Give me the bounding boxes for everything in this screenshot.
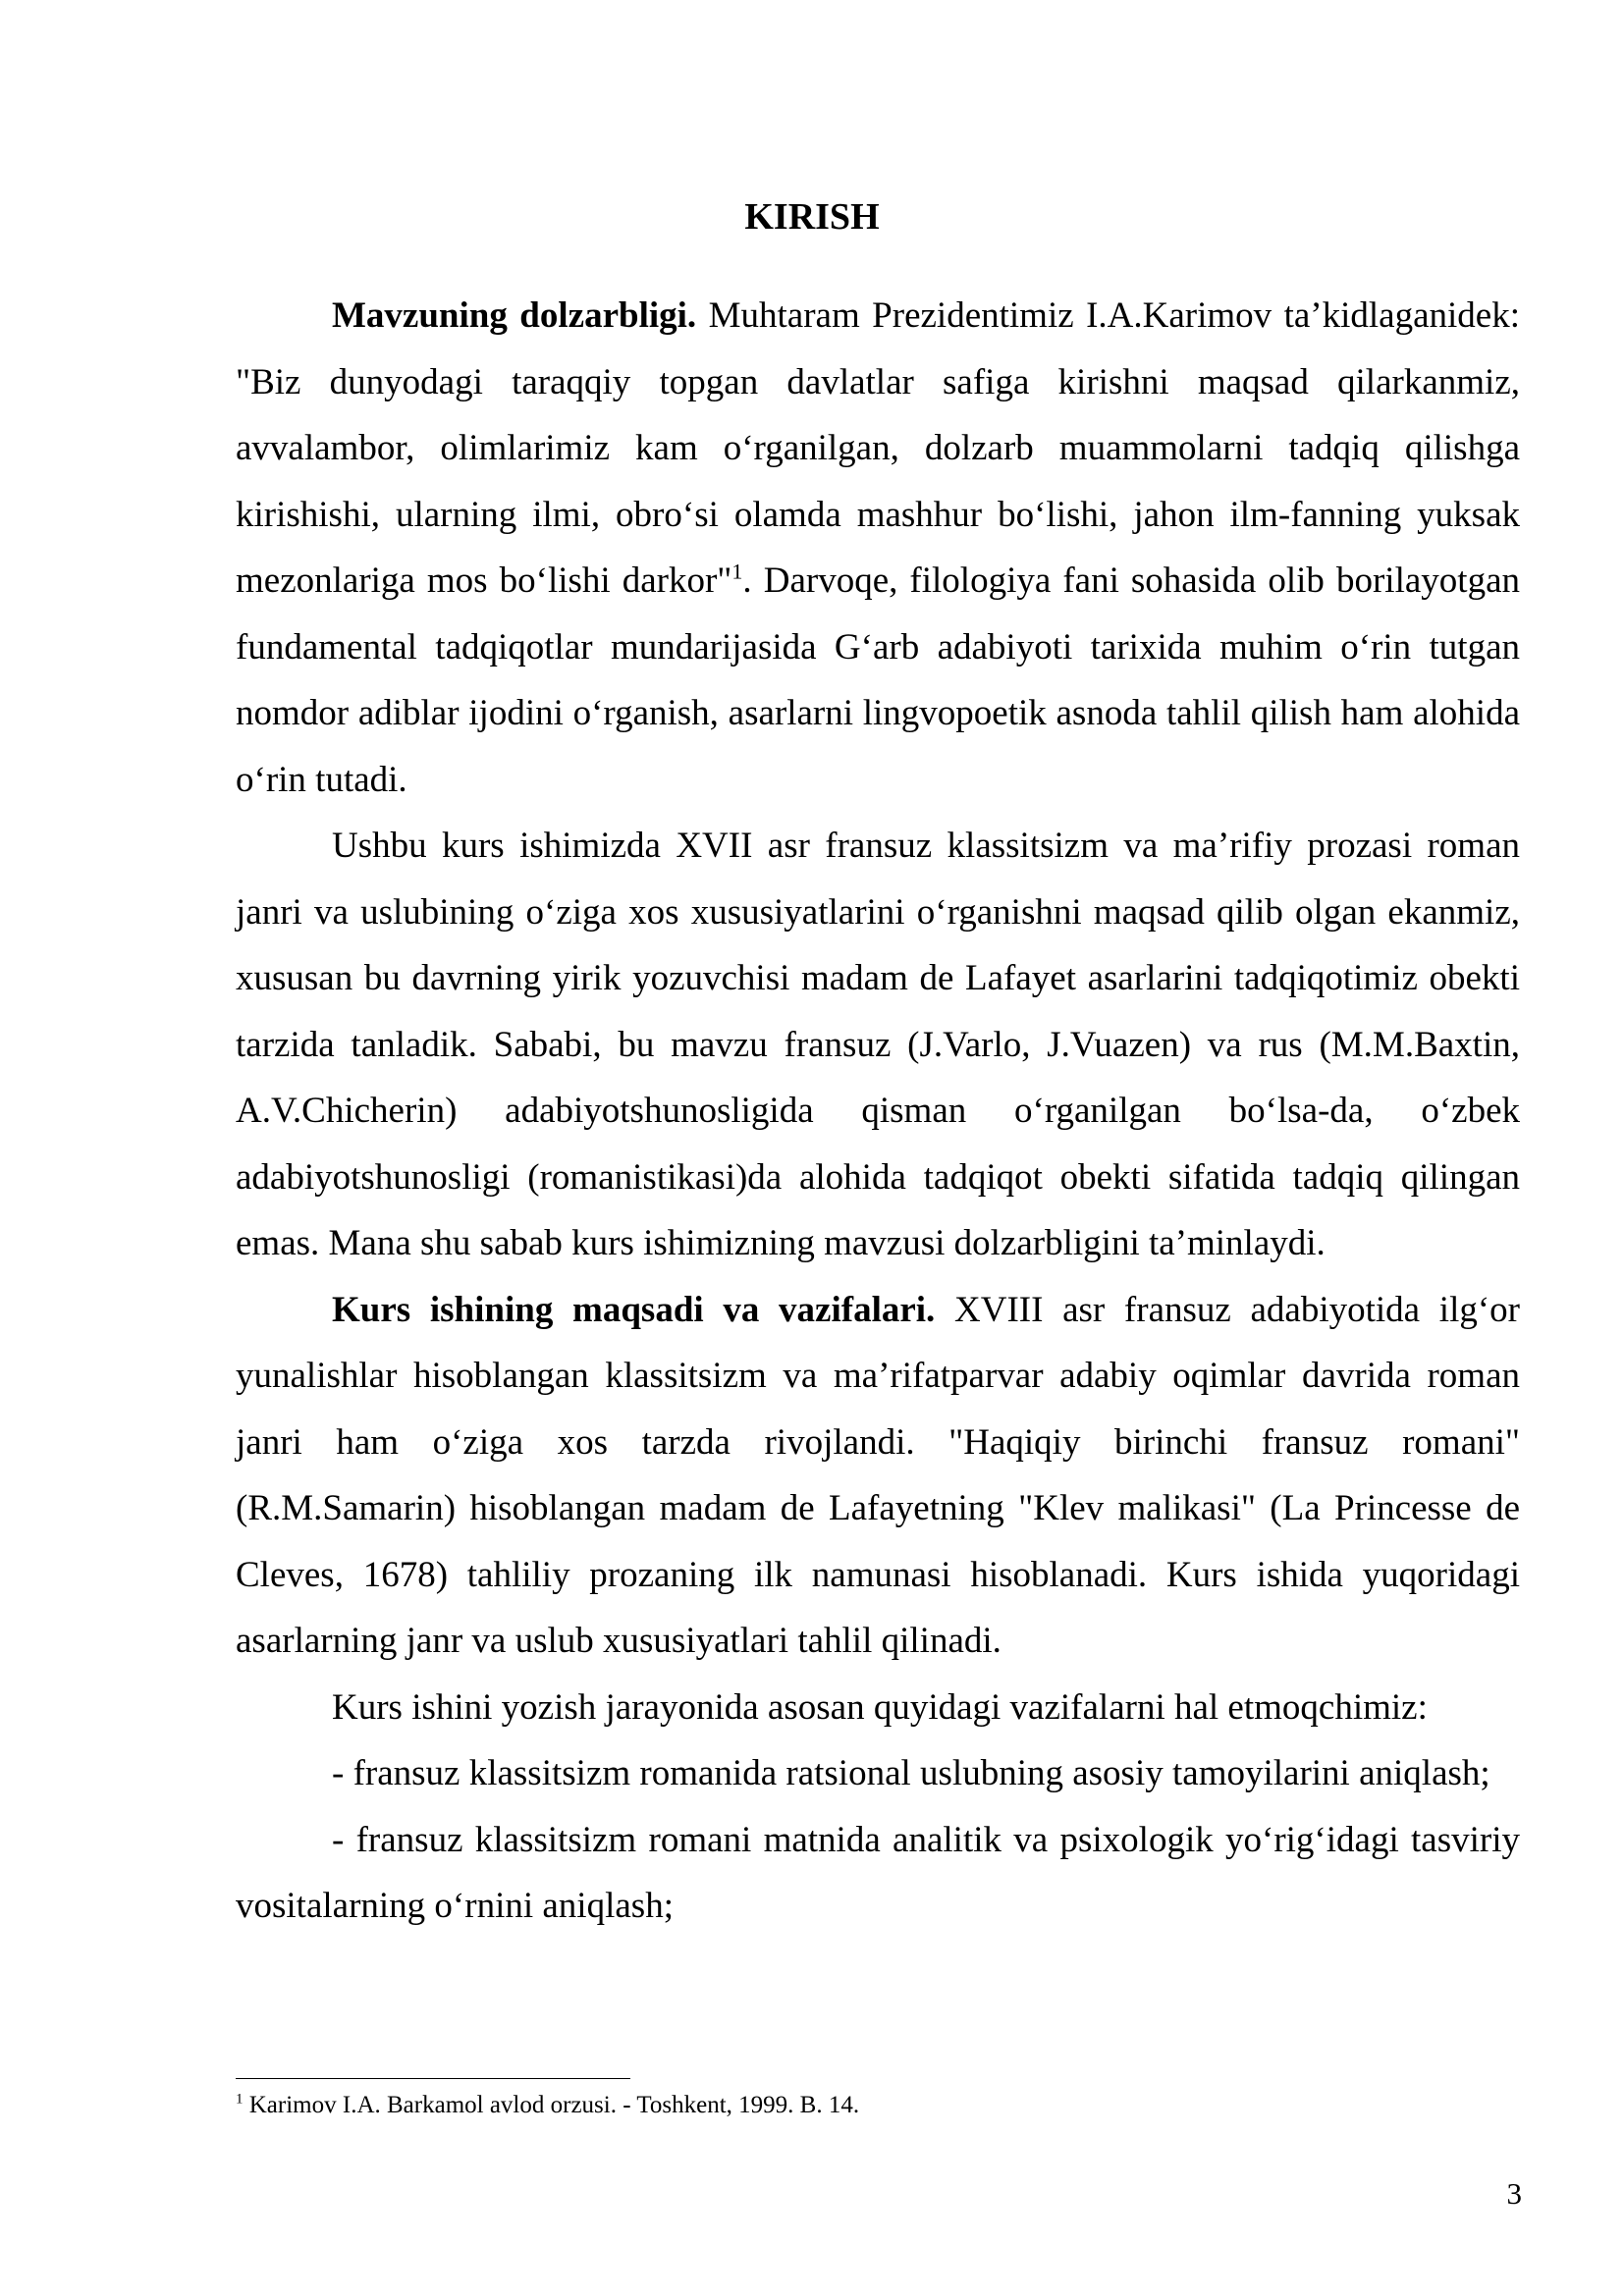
- footnote: [236, 2089, 1512, 2122]
- list-item: - fransuz klassitsizm romanida ratsional uslubning asosiy tamoyilarini aniqlash;: [332, 1753, 1490, 1793]
- body-text: [236, 283, 1520, 1940]
- relevance-heading: Mavzuning dolzarbligi.: [332, 295, 697, 336]
- footnote-text: Karimov I.A. Barkamol avlod orzusi. - Toshkent, 1999. B. 14.: [243, 2092, 860, 2118]
- goals-text: XVIII asr fransuz adabiyotida ilg‘or yunalishlar hisoblangan klassitsizm va ma’rifatparvar adabiy oqimlar davrida roman janri ham o‘ziga xos tarzda rivojlandi. "Haqiqiy birinchi fransuz romani" (R.M.Samarin) hisoblangan madam de Lafayetning "Klev malikasi" (La Princesse de Cleves, 1678) tahliliy prozaning ilk namunasi hisoblanadi. Kurs ishida yuqoridagi asarlarning janr va uslub xususiyatlari tahlil qilinadi.: [236, 1289, 1520, 1661]
- footnote-divider: [236, 2078, 630, 2079]
- paragraph-goals: [236, 1277, 1520, 1675]
- relevance-text: Muhtaram Prezidentimiz I.A.Karimov ta’kidlaganidek: "Biz dunyodagi taraqqiy topgan davlatlar safiga kirishni maqsad qilarkanmiz, avvalambor, olimlarimiz kam o‘rganilgan, dolzarb muammolarni tadqiq qilishga kirishishi, ularning ilmi, obro‘si olamda mashhur bo‘lishi, jahon ilm-fanning yuksak mezonlariga mos bo‘lishi darkor": [236, 295, 1520, 601]
- footnote-reference: 1: [731, 559, 743, 584]
- list-item: - fransuz klassitsizm romani matnida analitik va psixologik yo‘rig‘idagi tasviriy vositalarning o‘rnini aniqlash;: [236, 1819, 1520, 1926]
- paragraph-research-object: Ushbu kurs ishimizda XVII asr fransuz klassitsizm va ma’rifiy prozasi roman janri va uslubining o‘ziga xos xususiyatlarini o‘rganishni maqsad qilib olgan ekanmiz, xususan bu davrning yirik yozuvchisi madam de Lafayet asarlarini tadqiqotimiz obekti tarzida tanladik. Sababi, bu mavzu fransuz (J.Varlo, J.Vuazen) va rus (M.M.Baxtin, A.V.Chicherin) adabiyotshunosligida qisman o‘rganilgan bo‘lsa-da, o‘zbek adabiyotshunosligi (romanistikasi)da alohida tadqiqot obekti sifatida tadqiq qilingan emas. Mana shu sabab kurs ishimizning mavzusi dolzarbligini ta’minlaydi.: [236, 826, 1520, 1263]
- page-number: 3: [1506, 2176, 1522, 2211]
- paragraph-tasks-intro: Kurs ishini yozish jarayonida asosan quyidagi vazifalarni hal etmoqchimiz:: [332, 1686, 1428, 1728]
- paragraph-relevance: [236, 283, 1520, 813]
- relevance-text-continued: . Darvoqe, filologiya fani sohasida olib borilayotgan fundamental tadqiqotlar mundarijasida G‘arb adabiyoti tarixida muhim o‘rin tutgan nomdor adiblar ijodini o‘rganish, asarlarni lingvopoetik asnoda tahlil qilish ham alohida o‘rin tutadi.: [236, 561, 1520, 800]
- goals-heading: Kurs ishining maqsadi va vazifalari.: [332, 1289, 936, 1330]
- footnote-number: 1: [236, 2091, 244, 2108]
- page-title: KIRISH: [744, 196, 880, 238]
